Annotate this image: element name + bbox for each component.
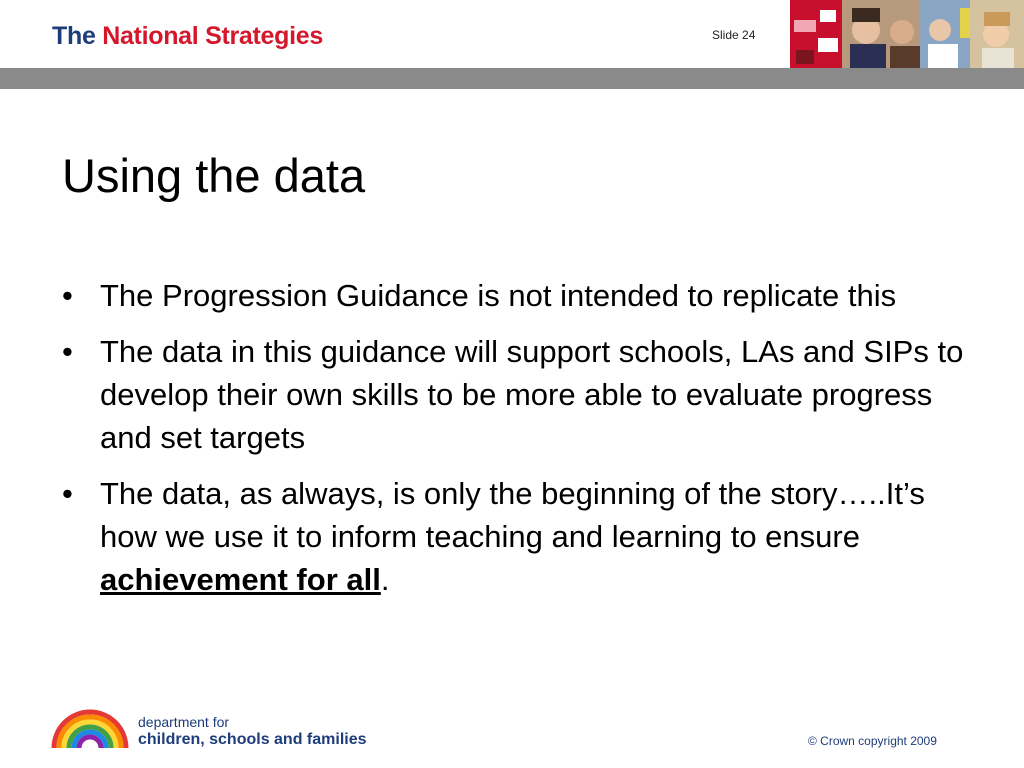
slide-header xyxy=(0,0,1024,70)
bullet-item xyxy=(62,274,982,317)
dcsf-text-line1: department for xyxy=(138,714,230,730)
bullet-text: The data, as always, is only the beginning of the story…..It’s how we use it to inform teaching and learning to ensure xyxy=(100,476,925,554)
bullet-item xyxy=(62,472,982,601)
bullet-mark: • xyxy=(62,278,73,313)
dcsf-logo xyxy=(50,704,390,752)
slide-title: Using the data xyxy=(62,149,366,202)
rainbow-icon xyxy=(50,704,130,750)
national-strategies-logo xyxy=(52,22,323,51)
emphasis-text: achievement for all xyxy=(100,562,381,597)
bullet-list xyxy=(62,274,982,614)
bullet-mark: • xyxy=(62,476,73,511)
logo-the: The xyxy=(52,22,96,50)
bullet-text: The data in this guidance will support schools, LAs and SIPs to develop their own skills to be more able to evaluate progress and set targets xyxy=(100,334,964,455)
bullet-item xyxy=(62,330,982,459)
dcsf-text-line2: children, schools and families xyxy=(138,731,367,748)
classroom-photo-strip xyxy=(790,0,1024,70)
bullet-text: The Progression Guidance is not intended to replicate this xyxy=(100,278,897,313)
slide-number: Slide 24 xyxy=(712,28,756,42)
bullet-text-end: . xyxy=(380,562,390,597)
header-divider-bar xyxy=(0,68,1024,89)
logo-national-strategies: National Strategies xyxy=(102,22,323,50)
copyright-notice: © Crown copyright 2009 xyxy=(808,734,937,748)
bullet-mark: • xyxy=(62,334,73,369)
